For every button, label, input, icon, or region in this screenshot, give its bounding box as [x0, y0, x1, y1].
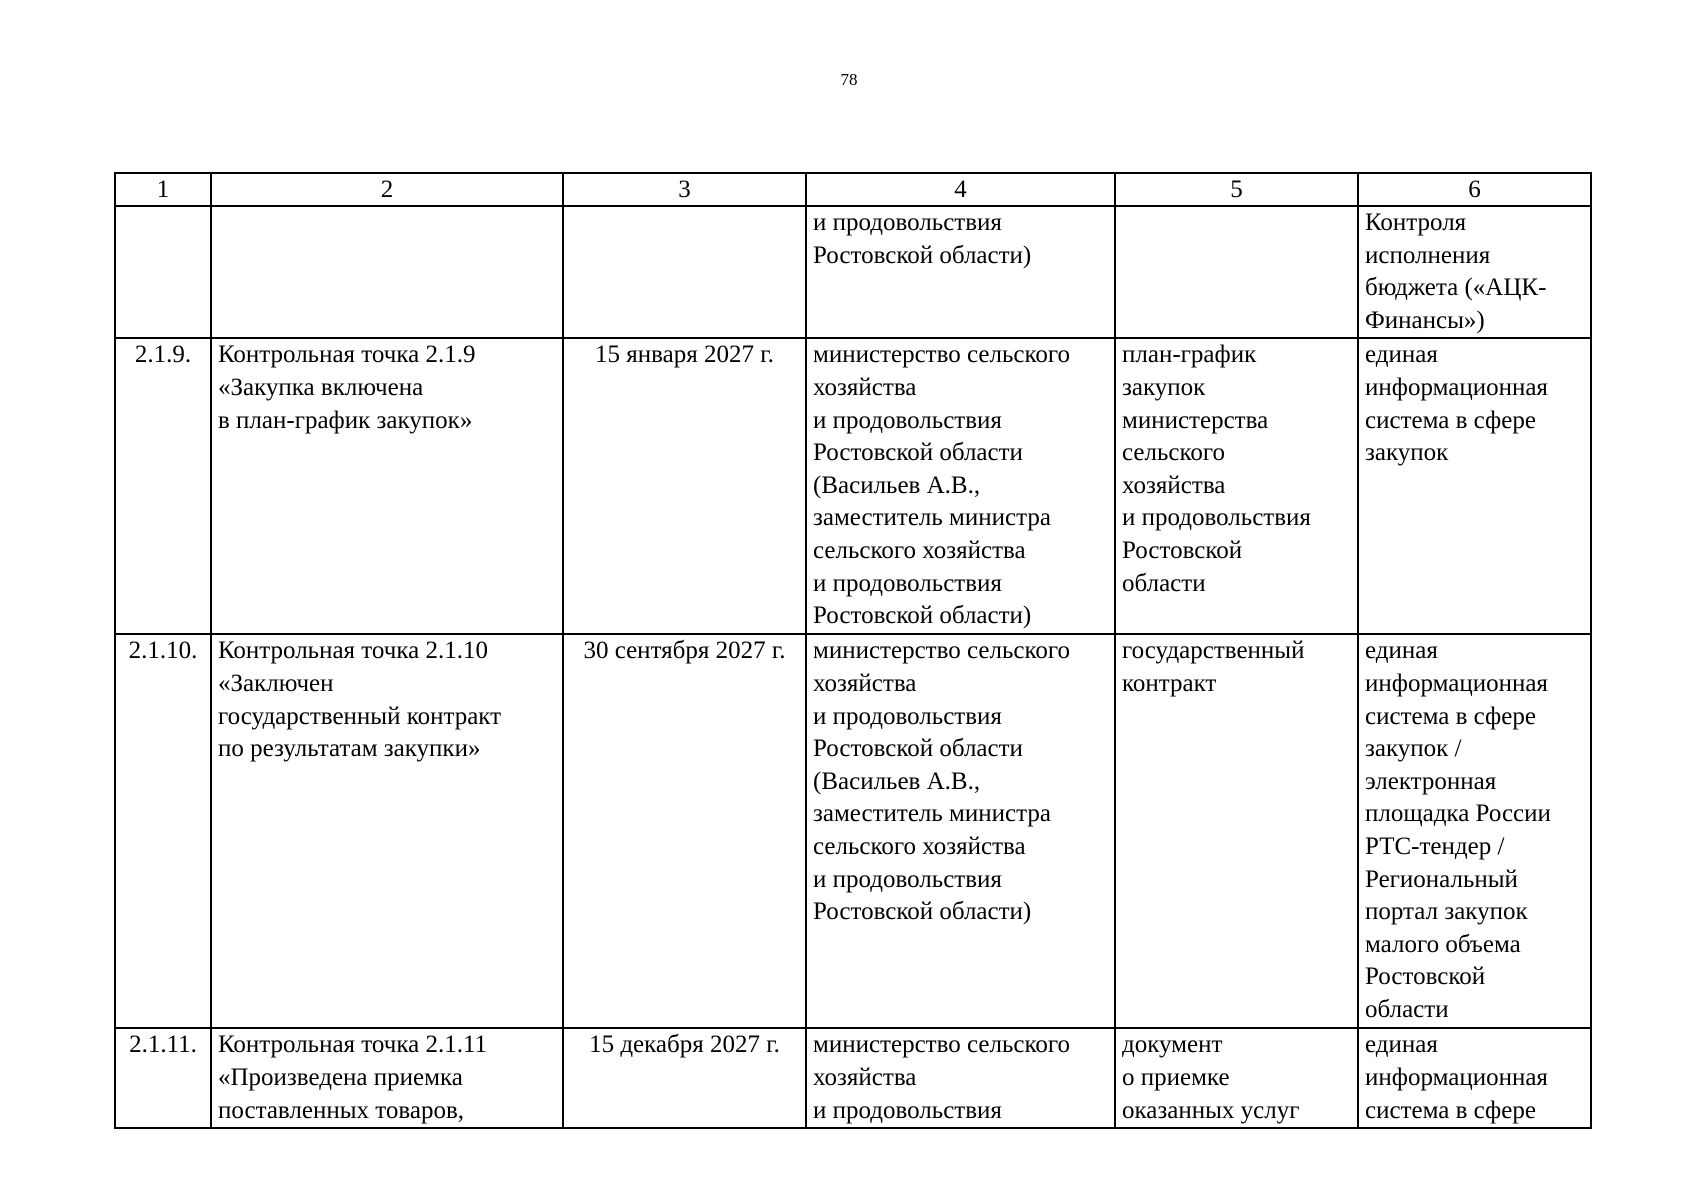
- document-type-cell: [1115, 338, 1358, 634]
- information-system-cell-line: Региональный: [1365, 865, 1518, 893]
- control-points-table: [114, 172, 1592, 1129]
- responsible-party-cell-line: министерство сельского: [813, 341, 1070, 369]
- information-system-cell-line: Контроля: [1365, 209, 1467, 236]
- responsible-party-cell-line: заместитель министра: [813, 504, 1051, 532]
- table-row: [115, 206, 1591, 338]
- information-system-cell-line: закупок: [1365, 439, 1449, 467]
- information-system-cell: [1358, 1028, 1591, 1128]
- information-system-cell-line: система в сфере: [1365, 702, 1536, 730]
- information-system-cell-line: единая: [1365, 637, 1438, 665]
- table-row: [115, 634, 1591, 1028]
- responsible-party-cell-line: Ростовской области): [813, 898, 1032, 926]
- information-system-cell-line: система в сфере: [1365, 406, 1536, 434]
- information-system-cell-line: портал закупок: [1365, 898, 1528, 926]
- control-point-name-cell-line: «Произведена приемка: [218, 1063, 463, 1091]
- document-type-cell-line: контракт: [1122, 669, 1217, 697]
- document-type-cell-line: сельского: [1122, 439, 1225, 467]
- row-number-cell: 2.1.9.: [115, 338, 211, 634]
- responsible-party-cell-line: хозяйства: [813, 373, 917, 401]
- responsible-party-cell-line: сельского хозяйства: [813, 832, 1026, 860]
- control-point-name-cell: [211, 338, 563, 634]
- document-type-cell-line: о приемке: [1122, 1063, 1230, 1091]
- responsible-party-cell-line: и продовольствия: [813, 209, 1002, 236]
- page-number: 78: [840, 70, 858, 89]
- responsible-party-cell-line: (Васильев А.В.,: [813, 767, 981, 795]
- document-type-cell-line: государственный: [1122, 637, 1305, 665]
- responsible-party-cell-line: и продовольствия: [813, 865, 1002, 893]
- deadline-date-cell: 30 сентября 2027 г.: [563, 634, 806, 1028]
- header-cell-4: 4: [806, 173, 1115, 206]
- table-row: [115, 1028, 1591, 1128]
- deadline-date-cell: 15 января 2027 г.: [563, 338, 806, 634]
- document-type-cell-line: оказанных услуг: [1122, 1096, 1300, 1124]
- responsible-party-cell-line: и продовольствия: [813, 1096, 1002, 1124]
- responsible-party-cell: [806, 634, 1115, 1028]
- responsible-party-cell-line: Ростовской области: [813, 439, 1023, 467]
- information-system-cell-line: площадка России: [1365, 800, 1551, 828]
- responsible-party-cell-line: хозяйства: [813, 669, 917, 697]
- header-cell-5: 5: [1115, 173, 1358, 206]
- control-point-name-cell: [211, 1028, 563, 1128]
- control-point-name-cell-line: в план-график закупок»: [218, 406, 473, 434]
- document-type-cell: [1115, 634, 1358, 1028]
- information-system-cell-line: Ростовской: [1365, 963, 1486, 991]
- document-type-cell-line: документ: [1122, 1031, 1223, 1059]
- responsible-party-cell: [806, 1028, 1115, 1128]
- deadline-date-cell: 15 декабря 2027 г.: [563, 1028, 806, 1128]
- document-type-cell-line: и продовольствия: [1122, 504, 1311, 532]
- responsible-party-cell: [806, 338, 1115, 634]
- information-system-cell-line: информационная: [1365, 1063, 1548, 1091]
- responsible-party-cell-line: Ростовской области: [813, 735, 1023, 763]
- header-cell-2: 2: [211, 173, 563, 206]
- control-point-name-cell-line: государственный контракт: [218, 702, 502, 730]
- header-row: [115, 173, 1591, 206]
- document-type-cell: [1115, 206, 1358, 338]
- information-system-cell-line: области: [1365, 995, 1449, 1023]
- responsible-party-cell-line: министерство сельского: [813, 637, 1070, 665]
- responsible-party-cell-line: и продовольствия: [813, 702, 1002, 730]
- header-cell-3: 3: [563, 173, 806, 206]
- document-type-cell-line: области: [1122, 569, 1206, 597]
- responsible-party-cell-line: сельского хозяйства: [813, 536, 1026, 564]
- control-point-name-cell-line: «Закупка включена: [218, 373, 424, 401]
- document-type-cell-line: закупок: [1122, 373, 1206, 401]
- information-system-cell-line: единая: [1365, 341, 1438, 369]
- document-type-cell: [1115, 1028, 1358, 1128]
- responsible-party-cell-line: и продовольствия: [813, 406, 1002, 434]
- responsible-party-cell: [806, 206, 1115, 338]
- information-system-cell-line: Финансы»): [1365, 306, 1485, 334]
- information-system-cell-line: РТС-тендер /: [1365, 832, 1505, 860]
- document-type-cell-line: план-график: [1122, 341, 1257, 369]
- row-number-cell: [115, 206, 211, 338]
- information-system-cell-line: информационная: [1365, 669, 1548, 697]
- responsible-party-cell-line: заместитель министра: [813, 800, 1051, 828]
- control-point-name-cell-line: поставленных товаров,: [218, 1096, 464, 1124]
- header-cell-6: 6: [1358, 173, 1591, 206]
- responsible-party-cell-line: и продовольствия: [813, 569, 1002, 597]
- deadline-date-cell: [563, 206, 806, 338]
- information-system-cell-line: исполнения: [1365, 241, 1491, 269]
- information-system-cell-line: единая: [1365, 1031, 1438, 1059]
- information-system-cell: [1358, 338, 1591, 634]
- control-point-name-cell-line: Контрольная точка 2.1.9: [218, 341, 476, 369]
- control-point-name-cell-line: Контрольная точка 2.1.11: [218, 1031, 488, 1059]
- control-point-name-cell-line: «Заключен: [218, 669, 334, 697]
- document-type-cell-line: хозяйства: [1122, 471, 1226, 499]
- responsible-party-cell-line: Ростовской области): [813, 602, 1032, 630]
- information-system-cell-line: система в сфере: [1365, 1096, 1536, 1124]
- document-type-cell-line: Ростовской: [1122, 536, 1243, 564]
- responsible-party-cell-line: хозяйства: [813, 1063, 917, 1091]
- row-number-cell: 2.1.10.: [115, 634, 211, 1028]
- information-system-cell: [1358, 634, 1591, 1028]
- table-body: [115, 173, 1591, 1128]
- control-point-name-cell-line: Контрольная точка 2.1.10: [218, 637, 488, 665]
- information-system-cell-line: закупок /: [1365, 735, 1462, 763]
- information-system-cell-line: малого объема: [1365, 930, 1521, 958]
- responsible-party-cell-line: Ростовской области): [813, 241, 1032, 269]
- information-system-cell-line: электронная: [1365, 767, 1497, 795]
- header-cell-1: 1: [115, 173, 211, 206]
- table-row: [115, 338, 1591, 634]
- control-point-name-cell: [211, 206, 563, 338]
- row-number-cell: 2.1.11.: [115, 1028, 211, 1128]
- information-system-cell-line: бюджета («АЦК-: [1365, 274, 1547, 302]
- control-point-name-cell: [211, 634, 563, 1028]
- document-type-cell-line: министерства: [1122, 406, 1269, 434]
- control-point-name-cell-line: по результатам закупки»: [218, 735, 481, 763]
- responsible-party-cell-line: (Васильев А.В.,: [813, 471, 981, 499]
- responsible-party-cell-line: министерство сельского: [813, 1031, 1070, 1059]
- information-system-cell: [1358, 206, 1591, 338]
- information-system-cell-line: информационная: [1365, 373, 1548, 401]
